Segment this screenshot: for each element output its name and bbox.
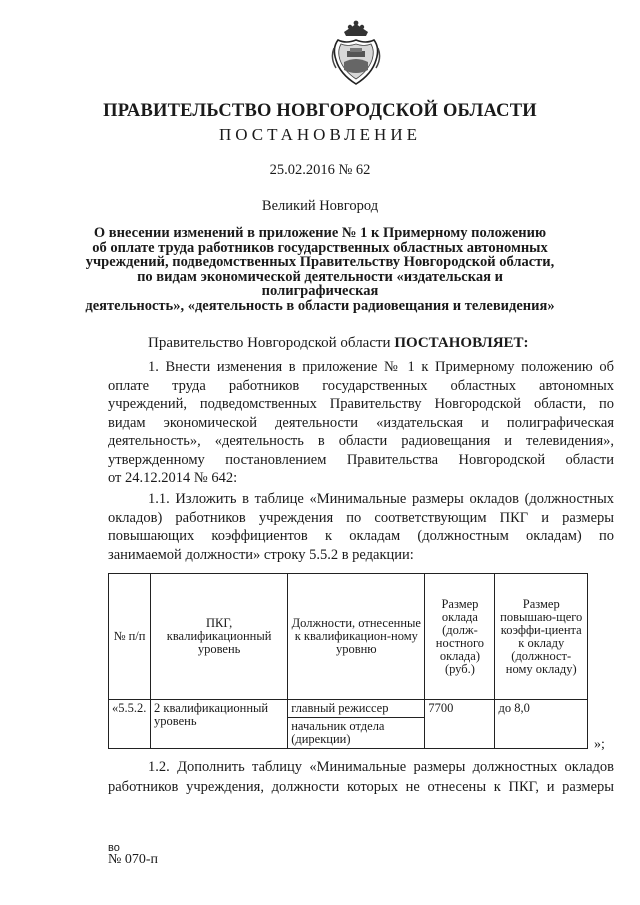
subject-line: О внесении изменений в приложение № 1 к Примерному положению bbox=[93, 225, 547, 241]
paragraph-line: деятельность», «деятельность в области радиовещания и телевидения», bbox=[108, 433, 614, 449]
position-item: главный режиссер bbox=[288, 700, 424, 718]
paragraph-line: видам экономической деятельности «издательская и полиграфическая bbox=[108, 414, 614, 431]
date-number: 25.02.2016 № 62 bbox=[269, 162, 371, 178]
header-cell-salary: Размер оклада (долж-ностного оклада) (руб.) bbox=[425, 574, 495, 700]
footer-initials: во bbox=[108, 842, 120, 854]
row-coefficient: до 8,0 bbox=[495, 700, 588, 749]
paragraph-line: 1. Внести изменения в приложение № 1 к Примерному положению об bbox=[148, 359, 614, 375]
header-cell-positions: Должности, отнесенные к квалификацион-ному уровню bbox=[288, 574, 425, 700]
paragraph-1-1 bbox=[108, 490, 614, 564]
position-item: начальник отдела (дирекции) bbox=[291, 719, 385, 746]
document-type: ПОСТАНОВЛЕНИЕ bbox=[218, 125, 421, 144]
preamble bbox=[148, 335, 529, 352]
preamble-bold: ПОСТАНОВЛЯЕТ: bbox=[394, 335, 529, 351]
subject-line: по видам экономической деятельности «издательская и полиграфическая bbox=[137, 268, 503, 299]
paragraph-line: работников учреждения, должности которых не отнесены к ПКГ, и размеры bbox=[108, 779, 614, 795]
paragraph-line: 1.2. Дополнить таблицу «Минимальные размеры должностных окладов bbox=[148, 759, 614, 775]
paragraph-line: занимаемой должности» строку 5.5.2 в редакции: bbox=[108, 546, 414, 563]
subject-line: учреждений, подведомственных Правительству Новгородской области, bbox=[85, 254, 555, 270]
row-pkg: 2 квалификационный уровень bbox=[151, 700, 288, 749]
row-number: «5.5.2. bbox=[109, 700, 151, 749]
government-title: ПРАВИТЕЛЬСТВО НОВГОРОДСКОЙ ОБЛАСТИ bbox=[103, 101, 537, 121]
subject-heading bbox=[80, 226, 560, 313]
preamble-text: Правительство Новгородской области bbox=[148, 335, 395, 351]
footer-doc-number: № 070-п bbox=[108, 852, 159, 867]
header-cell-number: № п/п bbox=[109, 574, 151, 700]
paragraph-line: оплате труда работников государственных областных автономных bbox=[108, 377, 614, 394]
paragraph-line: окладов) работников учреждения по соответствующим ПКГ и размеры bbox=[108, 509, 614, 526]
salary-table bbox=[108, 573, 588, 749]
paragraph-line: повышающих коэффициентов к окладам (должностным окладам) по bbox=[108, 528, 614, 544]
paragraph-line: от 24.12.2014 № 642: bbox=[108, 470, 238, 486]
table-closing-quote: »; bbox=[594, 737, 605, 752]
header-cell-coefficient: Размер повышаю-щего коэффи-циента к окладу (должност-ному окладу) bbox=[495, 574, 588, 700]
paragraph-line: утвержденному постановлением Правительства Новгородской области bbox=[108, 451, 614, 468]
paragraph-1-2 bbox=[108, 757, 614, 797]
row-positions bbox=[288, 700, 425, 749]
paragraph-line: учреждений, подведомственных Правительству Новгородской области, по bbox=[108, 396, 614, 412]
coat-of-arms-emblem bbox=[330, 18, 382, 88]
paragraph-1 bbox=[108, 358, 614, 488]
row-salary: 7700 bbox=[425, 700, 495, 749]
table-row bbox=[109, 700, 588, 749]
table-header-row bbox=[109, 574, 588, 700]
subject-line: деятельность», «деятельность в области радиовещания и телевидения» bbox=[85, 297, 555, 314]
paragraph-line: 1.1. Изложить в таблице «Минимальные размеры окладов (должностных bbox=[148, 491, 614, 507]
header-cell-pkg: ПКГ, квалификационный уровень bbox=[151, 574, 288, 700]
city: Великий Новгород bbox=[261, 198, 379, 214]
subject-line: об оплате труда работников государственных областных автономных bbox=[92, 239, 548, 256]
